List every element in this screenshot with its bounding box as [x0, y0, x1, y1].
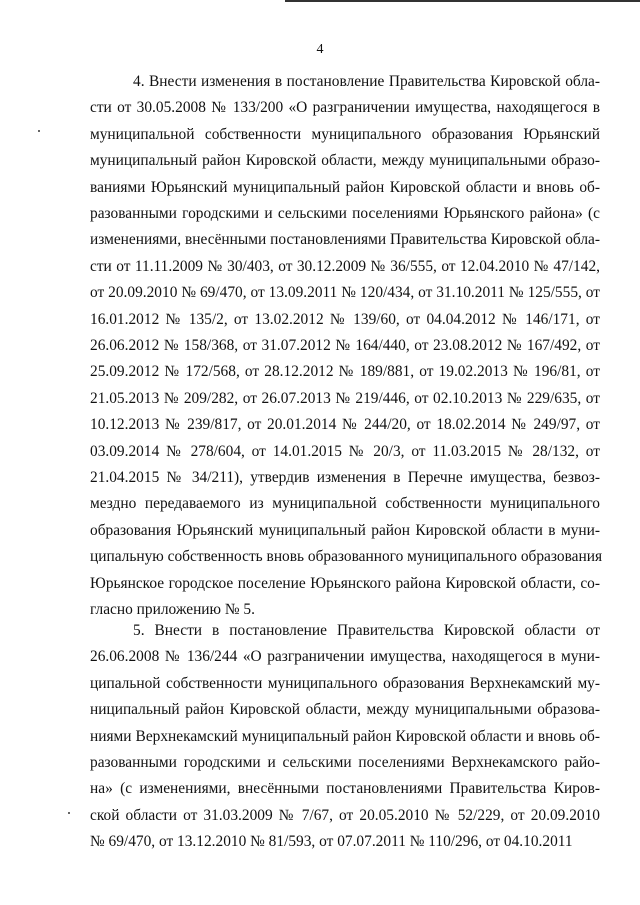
text-line: ваниями Юрьянский муниципальный район Кировской области и вновь об-	[90, 178, 600, 196]
text-line: ципальную собственность вновь образованного муниципального образования	[90, 548, 603, 566]
page-number: 4	[316, 42, 324, 57]
text-line: ципальной собственности муниципального образования Верхнекамский му-	[90, 674, 600, 692]
text-line: сти от 11.11.2009 № 30/403, от 30.12.2009 № 36/555, от 12.04.2010 № 47/142,	[90, 257, 600, 275]
text-line: 21.04.2015 № 34/211), утвердив изменения в Перечне имущества, безвоз-	[90, 469, 600, 486]
text-line: изменениями, внесёнными постановлениями Правительства Кировской обла-	[90, 231, 600, 249]
text-line: образования Юрьянский муниципальный район Кировской области в муни-	[90, 521, 600, 539]
text-line: ниями Верхнекамский муниципальный район Кировской области и вновь об-	[90, 727, 600, 745]
text-line: на» (с изменениями, внесёнными постановлениями Правительства Киров-	[90, 780, 600, 798]
text-line: 21.05.2013 № 209/282, от 26.07.2013 № 219/446, от 02.10.2013 № 229/635, от	[90, 389, 600, 407]
text-line: 5. Внести в постановление Правительства Кировской области от	[133, 622, 600, 639]
text-line: ниципальный район Кировской области, между муниципальными образова-	[90, 701, 600, 719]
text-line: муниципальной собственности муниципального образования Юрьянский	[90, 125, 600, 143]
text-line: № 69/470, от 13.12.2010 № 81/593, от 07.07.2011 № 110/296, от 04.10.2011	[90, 833, 573, 851]
text-line: муниципальный район Кировской области, между муниципальными образо-	[90, 152, 600, 170]
text-line: Юрьянское городское поселение Юрьянского района Кировской области, со-	[90, 574, 600, 592]
margin-mark	[38, 130, 40, 132]
text-line: от 20.09.2010 № 69/470, от 13.09.2011 № 120/434, от 31.10.2011 № 125/555, от	[90, 284, 600, 302]
margin-mark	[68, 812, 70, 814]
text-line: 26.06.2008 № 136/244 «О разграничении имущества, находящегося в муни-	[90, 648, 600, 666]
text-line: разованными городскими и сельскими поселениями Юрьянского района» (с	[90, 205, 600, 222]
text-line: мездно передаваемого из муниципальной собственности муниципального	[90, 495, 600, 513]
text-line: ской области от 31.03.2009 № 7/67, от 20.05.2010 № 52/229, от 20.09.2010	[90, 806, 600, 824]
text-line: 26.06.2012 № 158/368, от 31.07.2012 № 164/440, от 23.08.2012 № 167/492, от	[90, 337, 600, 354]
text-line: гласно приложению № 5.	[90, 601, 255, 618]
text-line: 03.09.2014 № 278/604, от 14.01.2015 № 20/3, от 11.03.2015 № 28/132, от	[90, 442, 600, 460]
text-line: 10.12.2013 № 239/817, от 20.01.2014 № 244/20, от 18.02.2014 № 249/97, от	[90, 416, 600, 434]
text-line: разованными городскими и сельскими поселениями Верхнекамского райо-	[90, 754, 600, 771]
top-rule	[285, 0, 640, 2]
text-line: 4. Внести изменения в постановление Правительства Кировской обла-	[133, 73, 600, 90]
text-line: 16.01.2012 № 135/2, от 13.02.2012 № 139/60, от 04.04.2012 № 146/171, от	[90, 310, 600, 328]
text-line: сти от 30.05.2008 № 133/200 «О разграничении имущества, находящегося в	[90, 99, 600, 117]
text-line: 25.09.2012 № 172/568, от 28.12.2012 № 189/881, от 19.02.2013 № 196/81, от	[90, 363, 600, 381]
